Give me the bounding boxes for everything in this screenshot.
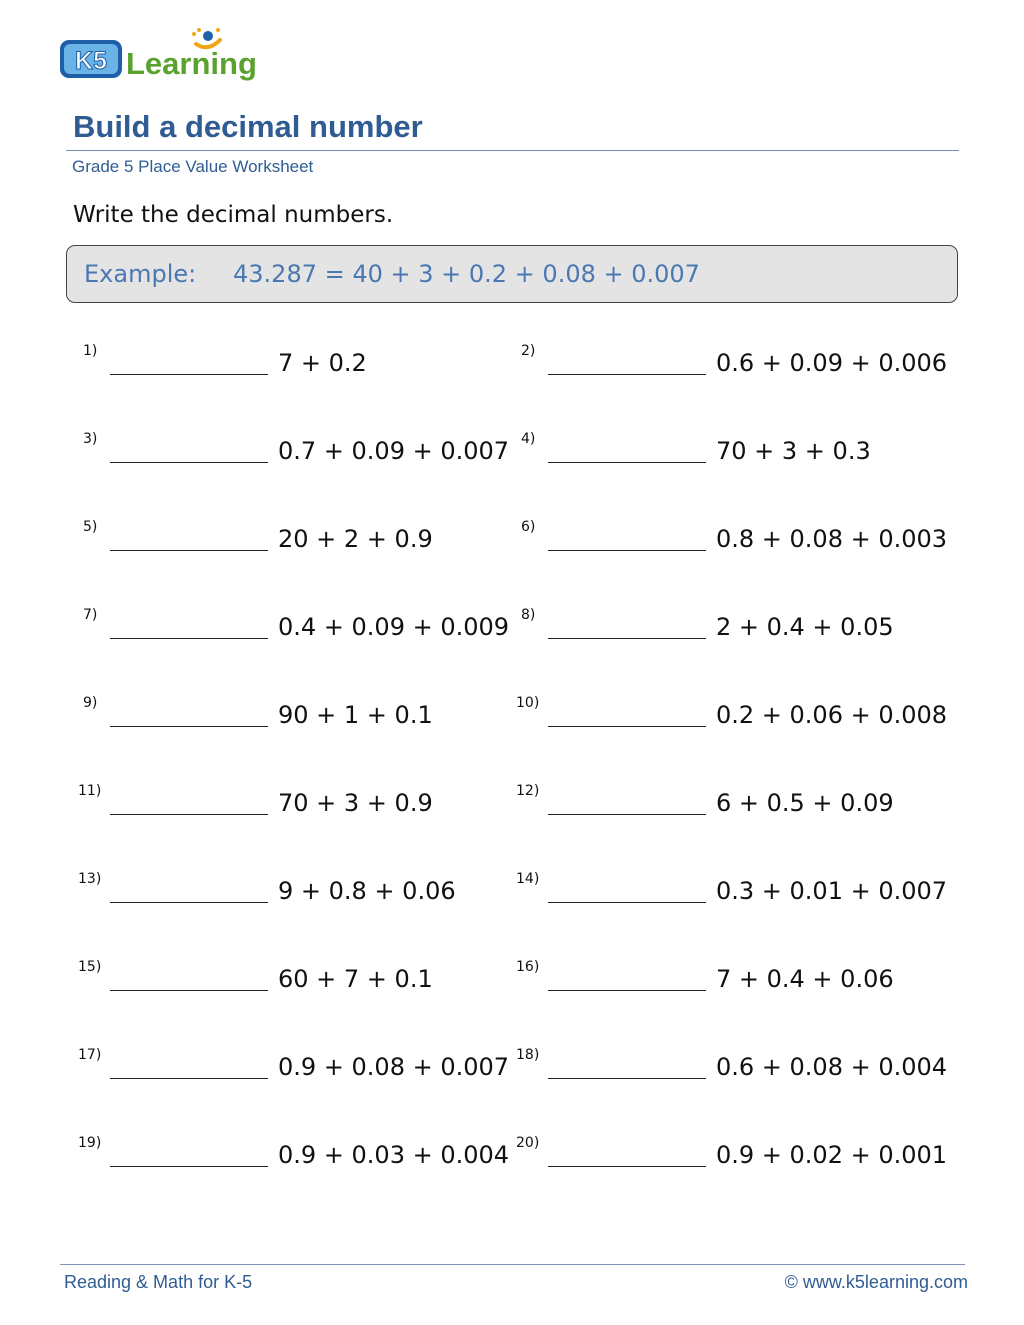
answer-blank[interactable] bbox=[548, 374, 706, 375]
problem-expression: 0.2 + 0.06 + 0.008 bbox=[716, 701, 948, 729]
problem-number: 7) bbox=[83, 607, 98, 623]
problem-expression: 60 + 7 + 0.1 bbox=[278, 965, 433, 993]
answer-blank[interactable] bbox=[548, 902, 706, 903]
problem-expression: 0.3 + 0.01 + 0.007 bbox=[716, 877, 948, 905]
page-title: Build a decimal number bbox=[73, 109, 423, 144]
problem-expression: 0.4 + 0.09 + 0.009 bbox=[278, 613, 510, 641]
page-subtitle: Grade 5 Place Value Worksheet bbox=[72, 157, 314, 176]
problem-expression: 0.9 + 0.02 + 0.001 bbox=[716, 1141, 948, 1169]
problem-expression: 9 + 0.8 + 0.06 bbox=[278, 877, 456, 905]
problem-expression: 70 + 3 + 0.3 bbox=[716, 437, 871, 465]
footer-website: © www.k5learning.com bbox=[784, 1272, 968, 1292]
problem-8 bbox=[438, 607, 948, 657]
problem-13 bbox=[0, 871, 510, 921]
answer-blank[interactable] bbox=[110, 374, 268, 375]
answer-blank[interactable] bbox=[548, 638, 706, 639]
problem-number: 13) bbox=[78, 871, 102, 887]
problem-15 bbox=[0, 959, 510, 1009]
answer-blank[interactable] bbox=[548, 1166, 706, 1167]
problem-number: 11) bbox=[78, 783, 102, 799]
problem-1 bbox=[0, 343, 510, 393]
problem-number: 9) bbox=[83, 695, 98, 711]
problem-number: 3) bbox=[83, 431, 98, 447]
problem-expression: 90 + 1 + 0.1 bbox=[278, 701, 433, 729]
problem-number: 15) bbox=[78, 959, 102, 975]
answer-blank[interactable] bbox=[110, 990, 268, 991]
problem-number: 8) bbox=[521, 607, 536, 623]
answer-blank[interactable] bbox=[110, 550, 268, 551]
problem-number: 17) bbox=[78, 1047, 102, 1063]
logo-brand-text: Learning bbox=[126, 46, 257, 81]
problem-expression: 0.6 + 0.08 + 0.004 bbox=[716, 1053, 948, 1081]
answer-blank[interactable] bbox=[548, 462, 706, 463]
answer-blank[interactable] bbox=[110, 1078, 268, 1079]
answer-blank[interactable] bbox=[110, 462, 268, 463]
problem-expression: 0.9 + 0.03 + 0.004 bbox=[278, 1141, 510, 1169]
problem-7 bbox=[0, 607, 510, 657]
problem-10 bbox=[438, 695, 948, 745]
k5-learning-logo bbox=[58, 28, 268, 84]
problem-expression: 0.8 + 0.08 + 0.003 bbox=[716, 525, 948, 553]
problem-20 bbox=[438, 1135, 948, 1185]
example-label: Example: bbox=[84, 260, 197, 288]
problem-number: 6) bbox=[521, 519, 536, 535]
problem-9 bbox=[0, 695, 510, 745]
answer-blank[interactable] bbox=[548, 814, 706, 815]
problem-number: 10) bbox=[516, 695, 540, 711]
footer-tagline: Reading & Math for K-5 bbox=[64, 1272, 253, 1292]
example-box bbox=[66, 245, 958, 303]
answer-blank[interactable] bbox=[110, 902, 268, 903]
logo-figure-icon bbox=[192, 28, 220, 47]
problem-expression: 70 + 3 + 0.9 bbox=[278, 789, 433, 817]
problem-2 bbox=[438, 343, 948, 393]
problem-5 bbox=[0, 519, 510, 569]
problem-17 bbox=[0, 1047, 510, 1097]
answer-blank[interactable] bbox=[548, 550, 706, 551]
problem-12 bbox=[438, 783, 948, 833]
problem-expression: 0.7 + 0.09 + 0.007 bbox=[278, 437, 510, 465]
problem-expression: 6 + 0.5 + 0.09 bbox=[716, 789, 894, 817]
problem-expression: 20 + 2 + 0.9 bbox=[278, 525, 433, 553]
answer-blank[interactable] bbox=[110, 814, 268, 815]
problem-4 bbox=[438, 431, 948, 481]
answer-blank[interactable] bbox=[110, 638, 268, 639]
problem-19 bbox=[0, 1135, 510, 1185]
problem-number: 5) bbox=[83, 519, 98, 535]
problem-number: 18) bbox=[516, 1047, 540, 1063]
example-text: 43.287 = 40 + 3 + 0.2 + 0.08 + 0.007 bbox=[233, 260, 700, 288]
footer-divider bbox=[60, 1264, 965, 1265]
answer-blank[interactable] bbox=[548, 1078, 706, 1079]
problem-number: 16) bbox=[516, 959, 540, 975]
problem-11 bbox=[0, 783, 510, 833]
problem-expression: 0.6 + 0.09 + 0.006 bbox=[716, 349, 948, 377]
problem-expression: 0.9 + 0.08 + 0.007 bbox=[278, 1053, 510, 1081]
logo-k5-text: K5 bbox=[75, 47, 107, 75]
problem-6 bbox=[438, 519, 948, 569]
instructions: Write the decimal numbers. bbox=[73, 202, 394, 228]
problem-16 bbox=[438, 959, 948, 1009]
problem-number: 12) bbox=[516, 783, 540, 799]
problem-number: 2) bbox=[521, 343, 536, 359]
title-divider bbox=[66, 150, 959, 151]
problem-18 bbox=[438, 1047, 948, 1097]
problem-3 bbox=[0, 431, 510, 481]
problem-14 bbox=[438, 871, 948, 921]
answer-blank[interactable] bbox=[548, 990, 706, 991]
problem-number: 19) bbox=[78, 1135, 102, 1151]
answer-blank[interactable] bbox=[548, 726, 706, 727]
problem-number: 1) bbox=[83, 343, 98, 359]
problem-expression: 7 + 0.2 bbox=[278, 349, 367, 377]
answer-blank[interactable] bbox=[110, 726, 268, 727]
problem-number: 4) bbox=[521, 431, 536, 447]
problem-number: 20) bbox=[516, 1135, 540, 1151]
problem-number: 14) bbox=[516, 871, 540, 887]
answer-blank[interactable] bbox=[110, 1166, 268, 1167]
problem-expression: 2 + 0.4 + 0.05 bbox=[716, 613, 894, 641]
problem-expression: 7 + 0.4 + 0.06 bbox=[716, 965, 894, 993]
